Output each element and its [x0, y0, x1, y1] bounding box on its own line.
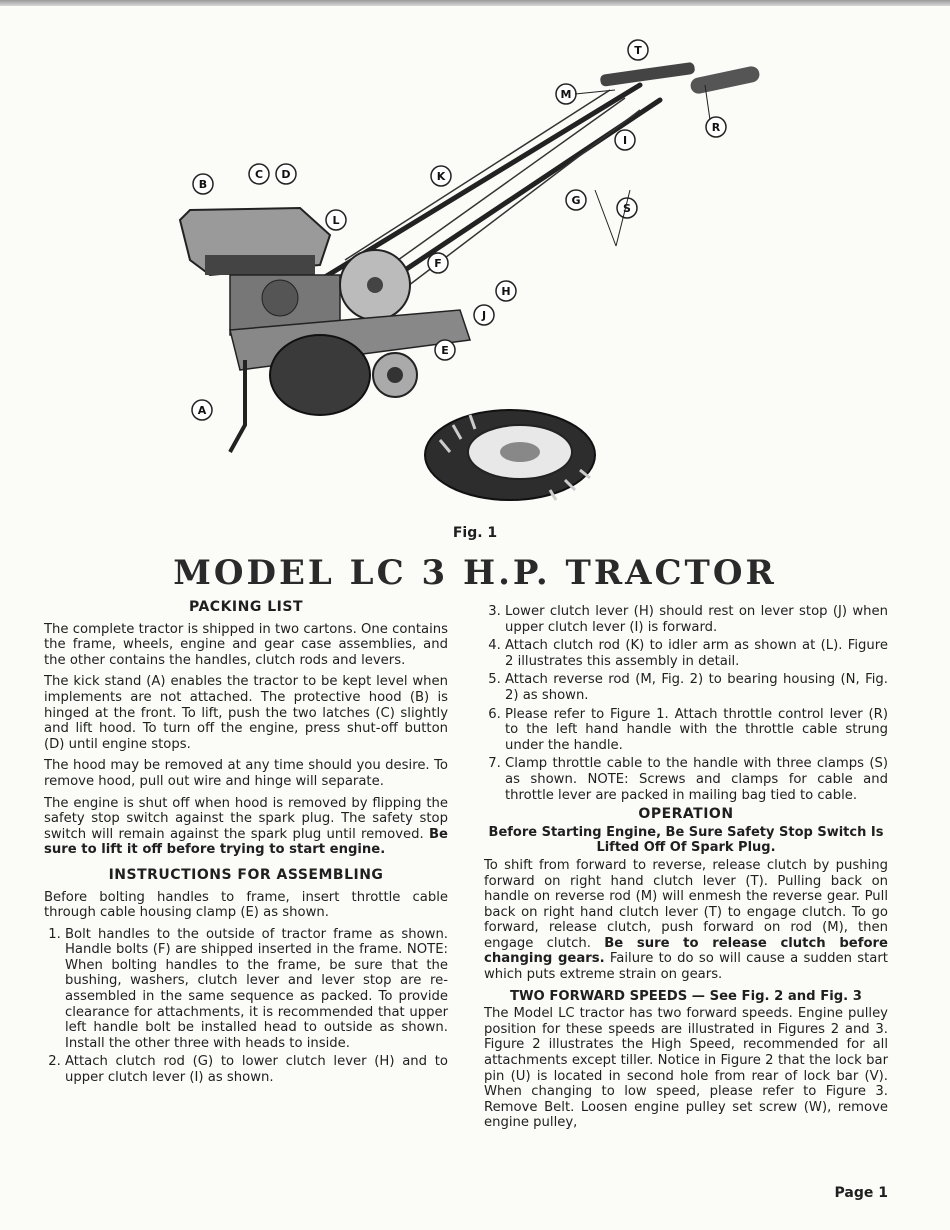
svg-text:C: C: [254, 168, 264, 181]
svg-text:A: A: [197, 404, 207, 417]
svg-text:D: D: [281, 168, 291, 181]
svg-text:I: I: [622, 134, 628, 147]
svg-text:K: K: [436, 170, 446, 183]
assembly-steps-left: [44, 927, 448, 1086]
operation-paragraph-1-text: To shift from forward to reverse, release clutch by pushing forward on right hand clutch lever (T). Pulling back on handle on reverse rod (M) will enmesh the reverse gear. Pull back on right hand clutch lever (T) to engage clutch. To go forward, release clutch, push forward on rod (M), then engage clutch.: [484, 857, 888, 951]
assembly-step-1: 1. Bolt handles to the outside of tractor frame as shown. Handle bolts (F) are shipped inserted in the frame. NOTE: When bolting handles to the frame, be sure that the bushing, washers, clutch lever and lever stop are re-assembled in the same sequence as packed. To provide clearance for attachments, it is recommended that upper left handle bolt be installed head to outside as shown. Install the other three with heads to inside.: [65, 927, 448, 1052]
svg-text:H: H: [501, 285, 511, 298]
speeds-heading: TWO FORWARD SPEEDS — See Fig. 2 and Fig. 3: [510, 988, 862, 1004]
assembly-step-6: 6. Please refer to Figure 1. Attach throttle control lever (R) to the left hand handle with the throttle cable strung under the handle.: [505, 707, 888, 754]
packing-warning: Be sure to lift it off before trying to start engine.: [44, 826, 448, 858]
packing-paragraph-4: [44, 796, 448, 858]
svg-text:B: B: [198, 178, 208, 191]
page-title: MODEL LC 3 H.P. TRACTOR: [173, 553, 777, 593]
svg-text:G: G: [571, 194, 581, 207]
assembly-step-4: 4. Attach clutch rod (K) to idler arm as shown at (L). Figure 2 illustrates this assembly in detail.: [505, 638, 888, 669]
svg-text:M: M: [560, 88, 572, 101]
svg-text:F: F: [434, 257, 442, 270]
svg-text:R: R: [711, 121, 721, 134]
operation-paragraph-1-end: Failure to do so will cause a sudden start which puts extreme strain on gears.: [484, 951, 888, 983]
assembly-heading: INSTRUCTIONS FOR ASSEMBLING: [108, 866, 384, 883]
assembly-step-7: 7. Clamp throttle cable to the handle with three clamps (S) as shown. NOTE: Screws and clamps for cable and throttle lever are packed in mailing bag tied to cable.: [505, 756, 888, 803]
packing-paragraph-2: The kick stand (A) enables the tractor to be kept level when implements are not attached. The protective hood (B) is hinged at the front. To lift, push the two latches (C) slightly and lift hood. To turn off the engine, press shut-off button (D) until engine stops.: [44, 674, 448, 752]
speeds-paragraph: The Model LC tractor has two forward speeds. Engine pulley position for these speeds are illustrated in Figures 2 and 3. Figure 2 illustrates the High Speed, recommended for all attachments except tiller. Notice in Figure 2 that the lock bar pin (U) is located in second hole from rear of lock bar (V). When changing to low speed, please refer to Figure 3. Remove Belt. Loosen engine pulley set screw (W), remove engine pulley,: [484, 1006, 888, 1131]
assembly-step-3: 3. Lower clutch lever (H) should rest on lever stop (J) when upper clutch lever (I) is forward.: [505, 604, 888, 635]
svg-text:J: J: [481, 309, 487, 322]
packing-heading: PACKING LIST: [189, 599, 303, 615]
assembly-step-5: 5. Attach reverse rod (M, Fig. 2) to bearing housing (N, Fig. 2) as shown.: [505, 672, 888, 703]
page-number: Page 1: [834, 1185, 888, 1201]
left-column: [44, 598, 448, 1089]
operation-warning: Before Starting Engine, Be Sure Safety Stop Switch Is Lifted Off Of Spark Plug.: [488, 824, 884, 856]
svg-text:T: T: [634, 44, 642, 57]
assembly-step-2: 2. Attach clutch rod (G) to lower clutch lever (H) and to upper clutch lever (I) as shown.: [65, 1054, 448, 1085]
figure-caption: Fig. 1: [452, 525, 498, 541]
page-top-edge: [0, 0, 950, 6]
svg-text:L: L: [332, 214, 340, 227]
operation-heading: OPERATION: [638, 806, 734, 823]
operation-gear-warning: Be sure to release clutch before changing gears.: [484, 935, 888, 967]
svg-text:S: S: [623, 202, 631, 215]
packing-paragraph-3: The hood may be removed at any time should you desire. To remove hood, pull out wire and hinge will separate.: [44, 758, 448, 789]
svg-text:E: E: [441, 344, 449, 357]
packing-paragraph-1: The complete tractor is shipped in two cartons. One contains the frame, wheels, engine and gear case assemblies, and the other contains the handles, clutch rods and levers.: [44, 621, 448, 668]
right-column: [484, 604, 888, 1137]
operation-paragraph-1: [484, 858, 888, 983]
assembly-steps-right: [484, 604, 888, 803]
packing-paragraph-4-text: The engine is shut off when hood is removed by flipping the safety stop switch against the spark plug. The safety stop switch will remain against the spark plug until removed.: [44, 795, 448, 842]
assembly-intro: Before bolting handles to frame, insert throttle cable through cable housing clamp (E) as shown.: [44, 889, 448, 921]
tractor-illustration: [170, 30, 770, 510]
